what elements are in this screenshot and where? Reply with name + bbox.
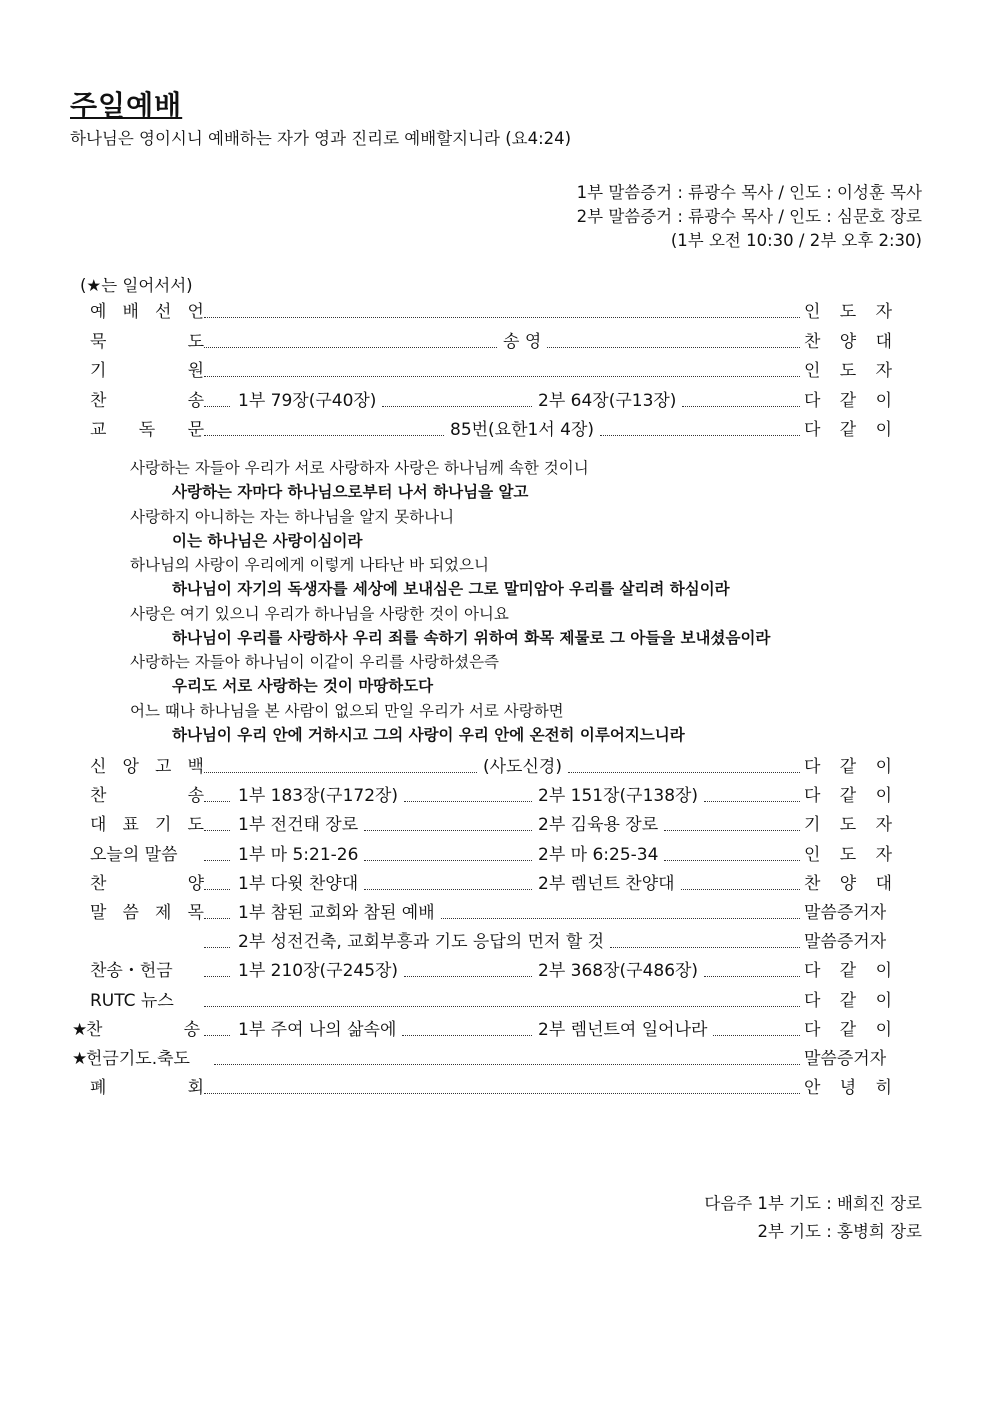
item-label: 찬송・헌금 [90, 961, 173, 982]
item-label: 예 배 선 언 [90, 302, 204, 322]
item-detail-1: 송 영 [503, 331, 542, 352]
item-label: 찬 양 [90, 873, 204, 894]
leader-dots [204, 947, 230, 948]
leader-line: 사랑은 여기 있으니 우리가 하나님을 사랑한 것이 아니요 [130, 604, 509, 623]
item-label: 대 표 기 도 [90, 815, 204, 836]
standing-star-icon: ★ [72, 1019, 88, 1040]
item-label: 기 원 [90, 361, 204, 381]
order2-item-row [74, 901, 894, 929]
order2-item-row [74, 930, 894, 958]
service-times: (1부 오전 10:30 / 2부 오후 2:30) [670, 231, 922, 250]
order2-item-row [74, 1018, 894, 1046]
item-role: 인 도 자 [804, 302, 892, 322]
order-item-row [74, 359, 894, 387]
leader-dots [664, 860, 800, 861]
item-role: 찬 양 대 [804, 331, 892, 352]
leader-dots [204, 347, 497, 348]
order2-item-row [74, 1076, 894, 1104]
leader-dots [404, 801, 532, 802]
item-label: 폐 회 [90, 1078, 204, 1099]
leader-dots [402, 1035, 532, 1036]
leader-dots [364, 830, 532, 831]
scripture-verse: 하나님은 영이시니 예배하는 자가 영과 진리로 예배할지니라 (요4:24) [70, 129, 572, 148]
item-role: 다 같 이 [804, 961, 892, 982]
order2-item-row [74, 1047, 894, 1075]
leader-dots [364, 860, 532, 861]
page-title: 주일예배 [70, 89, 183, 122]
people-line: 하나님이 우리 안에 거하시고 그의 사랑이 우리 안에 온전히 이루어지느니라 [172, 725, 685, 744]
item-detail-1: 1부 마 5:21-26 [238, 844, 359, 865]
item-detail-2: 2부 김육용 장로 [538, 815, 659, 836]
preacher-line-2: 2부 말씀증거 : 류광수 목사 / 인도 : 심문호 장로 [576, 207, 922, 226]
order2-item-row [74, 872, 894, 900]
leader-dots [204, 976, 230, 977]
item-detail-1: 2부 성전건축, 교회부흥과 기도 응답의 먼저 할 것 [238, 932, 605, 953]
item-detail-2: 2부 368장(구486장) [538, 961, 699, 982]
people-line: 우리도 서로 사랑하는 것이 마땅하도다 [172, 677, 434, 695]
leader-dots [704, 976, 800, 977]
leader-dots [204, 435, 444, 436]
item-role: 다 같 이 [804, 390, 892, 411]
next-week-prayer-1: 다음주 1부 기도 : 배희진 장로 [704, 1194, 922, 1213]
people-line: 이는 하나님은 사랑이심이라 [172, 531, 363, 550]
item-role: 말씀증거자 [804, 932, 887, 953]
standing-star-icon: ★ [72, 1049, 88, 1069]
leader-dots [441, 918, 800, 919]
leader-dots [204, 1006, 800, 1007]
item-role: 말씀증거자 [804, 1049, 887, 1069]
leader-dots [382, 406, 532, 407]
item-detail-1: 1부 주여 나의 삶속에 [238, 1019, 397, 1040]
item-role: 말씀증거자 [804, 903, 887, 923]
order-item-row [74, 330, 894, 358]
item-role: 다 같 이 [804, 420, 892, 440]
item-detail-1: 1부 210장(구245장) [238, 961, 399, 982]
leader-dots [364, 889, 532, 890]
order2-item-row [74, 755, 894, 783]
leader-dots [547, 347, 800, 348]
leader-dots [204, 889, 230, 890]
order2-item-row [74, 813, 894, 841]
order2-item-row [74, 989, 894, 1017]
leader-dots [204, 1093, 800, 1094]
item-detail-2: 2부 151장(구138장) [538, 786, 699, 807]
item-label: 신 앙 고 백 [90, 757, 204, 777]
order-item-row [74, 300, 894, 328]
item-role: 다 같 이 [804, 757, 892, 777]
leader-line: 어느 때나 하나님을 본 사람이 없으되 만일 우리가 서로 사랑하면 [130, 701, 564, 720]
order2-item-row [74, 784, 894, 812]
item-label: 헌금기도.축도 [86, 1049, 190, 1069]
people-line: 사랑하는 자마다 하나님으로부터 나서 하나님을 알고 [172, 483, 529, 501]
leader-dots [204, 1035, 230, 1036]
leader-dots [204, 860, 230, 861]
leader-dots [204, 772, 477, 773]
leader-line: 하나님의 사랑이 우리에게 이렇게 나타난 바 되었으니 [130, 556, 489, 574]
item-detail-1: 1부 전건태 장로 [238, 815, 359, 836]
leader-line: 사랑하는 자들아 우리가 서로 사랑하자 사랑은 하나님께 속한 것이니 [130, 459, 589, 477]
item-detail-1: 1부 79장(구40장) [238, 390, 377, 411]
item-label: 묵 도 [90, 331, 204, 352]
leader-dots [204, 918, 230, 919]
leader-dots [204, 801, 230, 802]
leader-dots [682, 406, 800, 407]
leader-dots [204, 376, 800, 377]
item-label: 교 독 문 [90, 420, 204, 440]
item-label: 찬 송 [86, 1019, 200, 1040]
order2-item-row [74, 959, 894, 987]
leader-dots [204, 830, 230, 831]
leader-dots [610, 947, 800, 948]
item-role: 인 도 자 [804, 361, 892, 381]
leader-dots [204, 317, 800, 318]
item-role: 찬 양 대 [804, 873, 892, 894]
order-item-row [74, 418, 894, 446]
item-detail-2: 2부 64장(구13장) [538, 390, 677, 411]
leader-dots [681, 889, 800, 890]
item-role: 다 같 이 [804, 1019, 892, 1040]
item-label: 말 씀 제 목 [90, 903, 204, 923]
item-detail-1: (사도신경) [483, 757, 562, 777]
preacher-line-1: 1부 말씀증거 : 류광수 목사 / 인도 : 이성훈 목사 [576, 183, 922, 202]
item-detail-2: 2부 마 6:25-34 [538, 844, 659, 865]
leader-dots [600, 435, 800, 436]
order2-item-row [74, 843, 894, 871]
item-role: 다 같 이 [804, 786, 892, 807]
leader-dots [214, 1064, 800, 1065]
leader-line: 사랑하는 자들아 하나님이 이같이 우리를 사랑하셨은즉 [130, 653, 500, 671]
people-line: 하나님이 자기의 독생자를 세상에 보내심은 그로 말미암아 우리를 살리려 하심이라 [172, 580, 730, 598]
item-detail-1: 85번(요한1서 4장) [450, 420, 595, 440]
item-detail-2: 2부 렘넌트 찬양대 [538, 873, 675, 894]
item-label: 찬 송 [90, 390, 204, 411]
item-label: 오늘의 말씀 [90, 844, 178, 865]
leader-dots [713, 1035, 800, 1036]
item-label: RUTC 뉴스 [90, 990, 174, 1011]
leader-dots [704, 801, 800, 802]
item-label: 찬 송 [90, 786, 204, 807]
order-item-row [74, 389, 894, 417]
item-detail-1: 1부 참된 교회와 참된 예배 [238, 903, 435, 923]
standing-note: (★는 일어서서) [80, 276, 193, 295]
leader-dots [664, 830, 800, 831]
item-role: 다 같 이 [804, 990, 892, 1011]
item-role: 인 도 자 [804, 844, 892, 865]
leader-dots [568, 772, 800, 773]
leader-line: 사랑하지 아니하는 자는 하나님을 알지 못하나니 [130, 507, 455, 526]
leader-dots [404, 976, 532, 977]
item-role: 기 도 자 [804, 815, 892, 836]
item-detail-1: 1부 183장(구172장) [238, 786, 399, 807]
item-detail-2: 2부 렘넌트여 일어나라 [538, 1019, 708, 1040]
item-role: 안 녕 히 [804, 1078, 892, 1099]
people-line: 하나님이 우리를 사랑하사 우리 죄를 속하기 위하여 화목 제물로 그 아들을 보내셨음이라 [172, 628, 771, 647]
next-week-prayer-2: 2부 기도 : 홍병희 장로 [757, 1222, 922, 1241]
leader-dots [204, 406, 230, 407]
item-detail-1: 1부 다윗 찬양대 [238, 873, 359, 894]
